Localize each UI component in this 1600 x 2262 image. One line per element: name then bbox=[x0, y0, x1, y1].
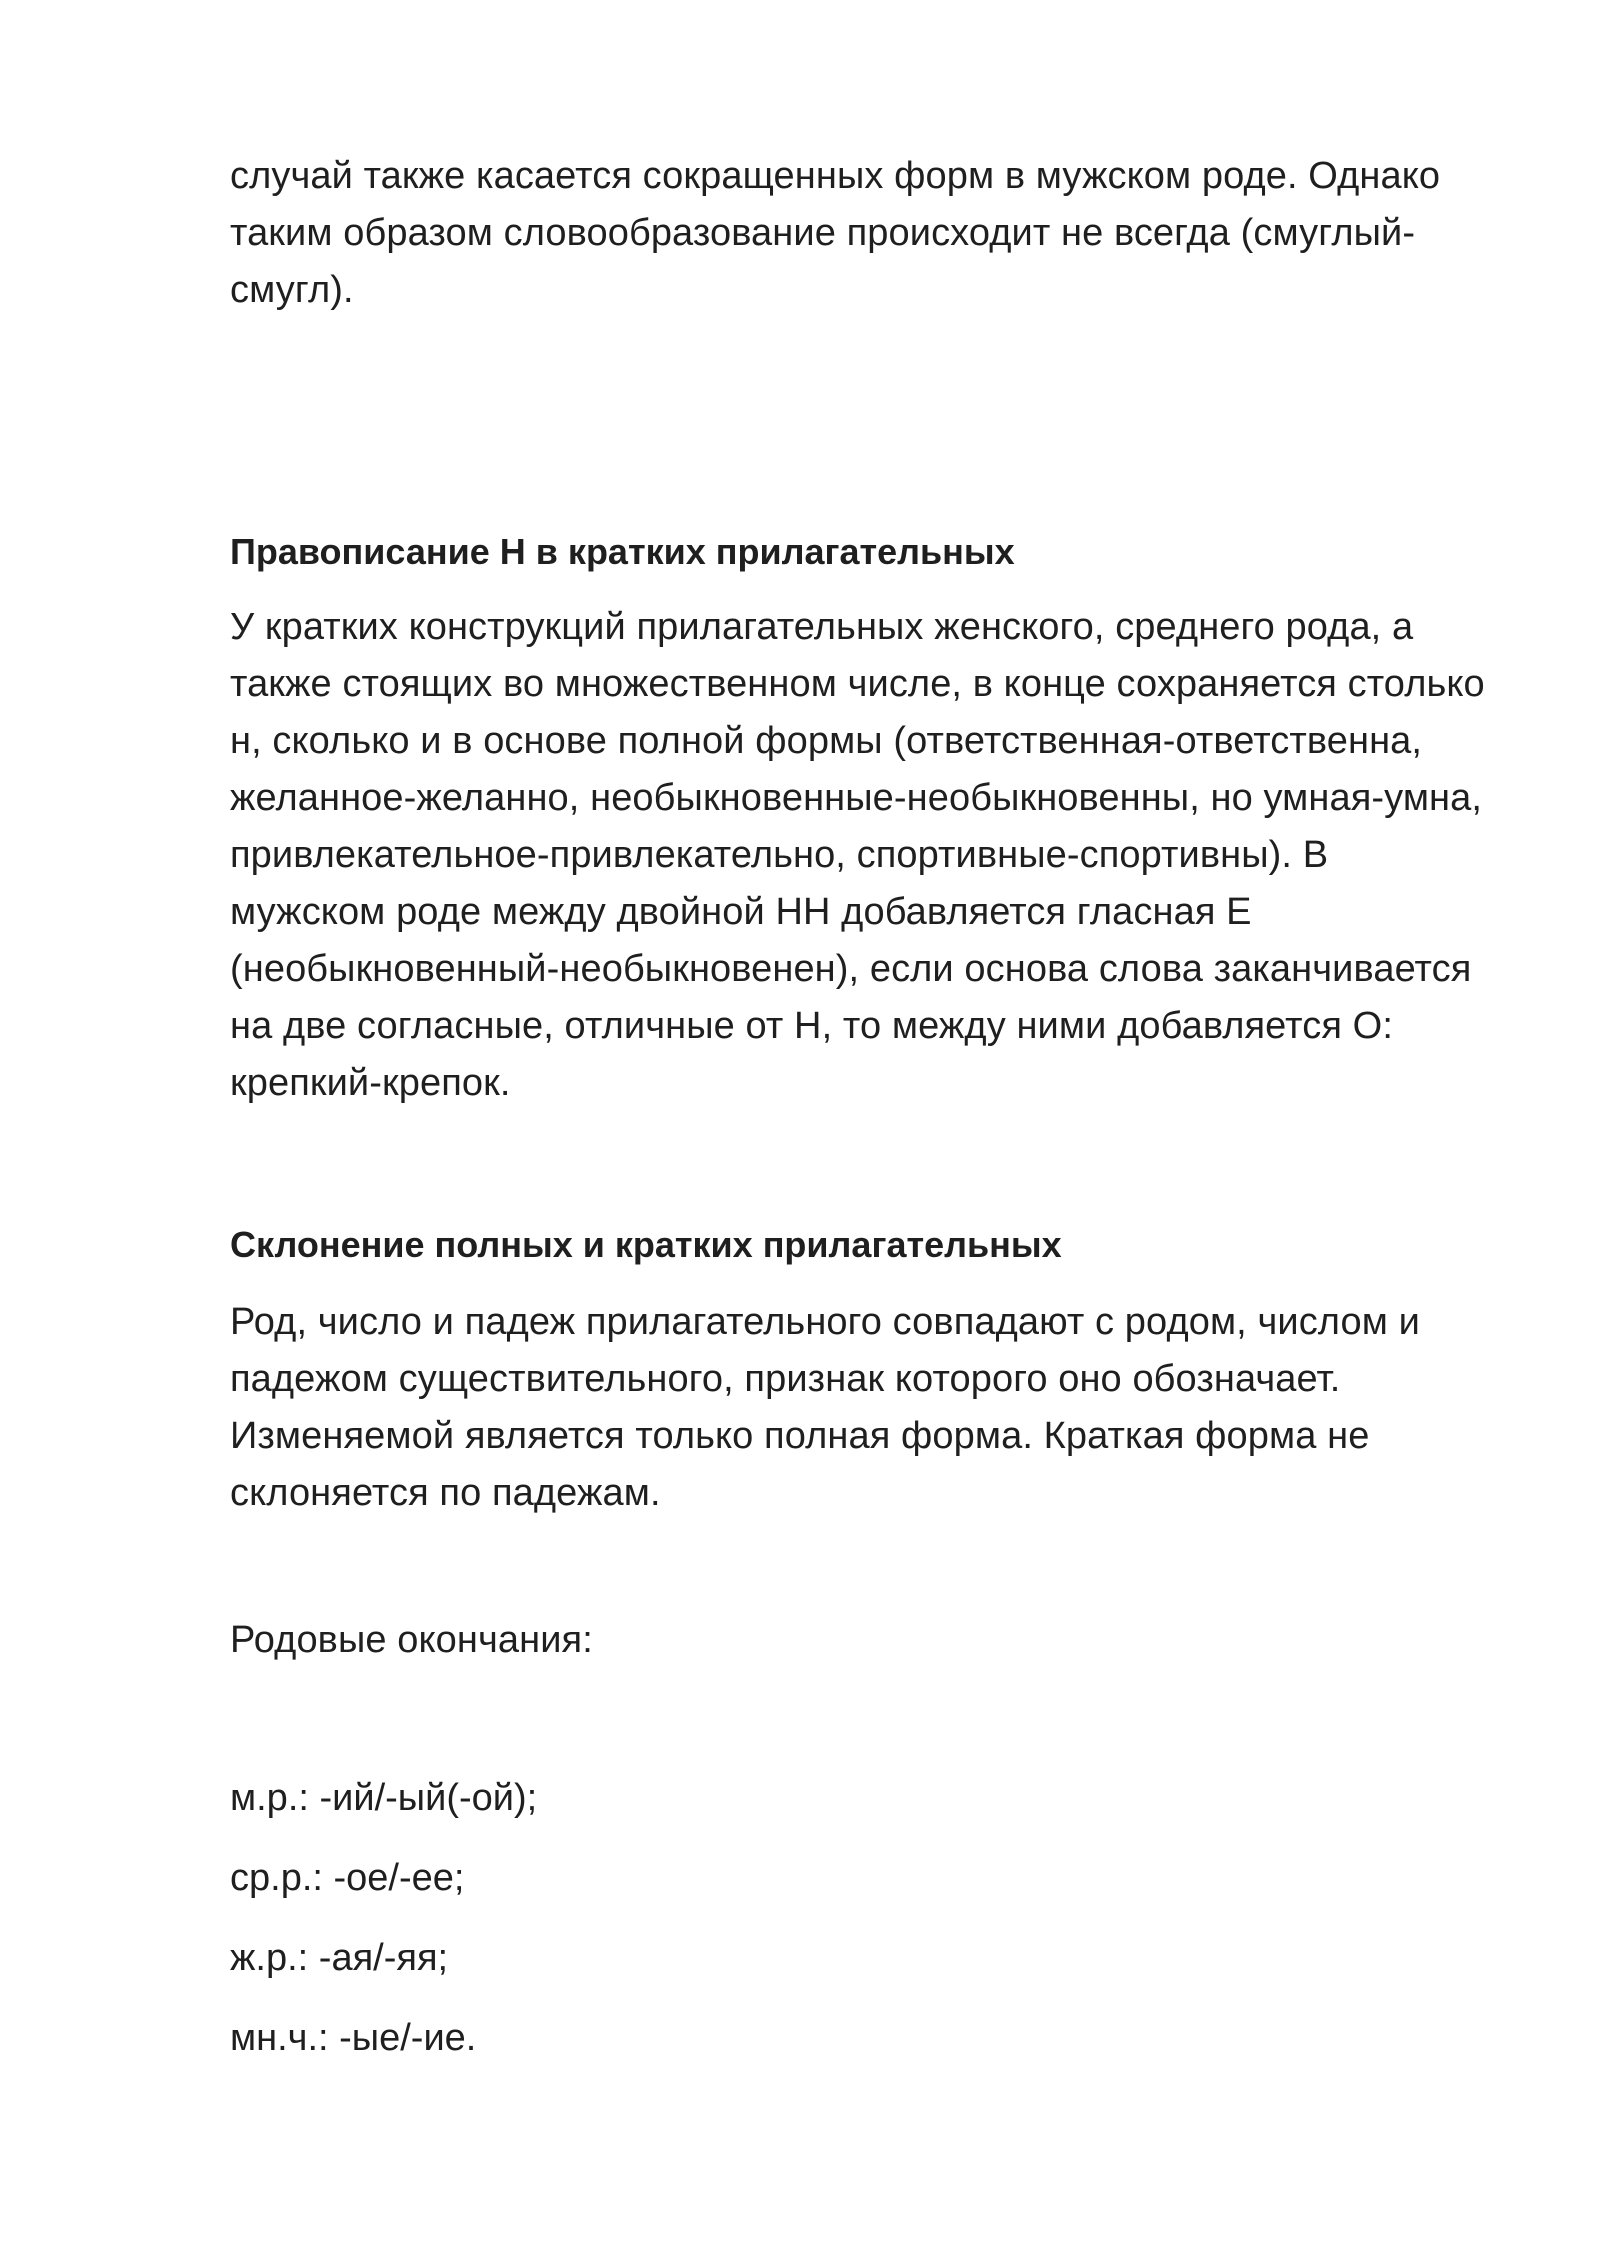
document-page bbox=[230, 148, 1490, 2063]
section-body-spelling: У кратких конструкций прилагательных женского, среднего рода, а также стоящих во множественном числе, в конце сохраняется столько н, сколько и в основе полной формы (ответственная-ответственна, желанное-желанно, необыкновенные-необыкновенны, но умная-умна, привлекательное-привлекательно, спортивные-спортивны). В мужском роде между двойной НН добавляется гласная Е (необыкновенный-необыкновенен), если основа слова заканчивается на две согласные, отличные от Н, то между ними добавляется О: крепкий-крепок. bbox=[230, 606, 1485, 1104]
list-item: ж.р.: -ая/-яя; bbox=[230, 1937, 449, 1979]
section-heading-declension: Склонение полных и кратких прилагательных bbox=[230, 1224, 1062, 1265]
endings-title: Родовые окончания: bbox=[230, 1619, 593, 1661]
list-item: мн.ч.: -ые/-ие. bbox=[230, 2017, 477, 2059]
section-body-declension: Род, число и падеж прилагательного совпадают с родом, числом и падежом существительного, признак которого оно обозначает. Изменяемой является только полная форма. Краткая форма не склоняется по падежам. bbox=[230, 1301, 1420, 1514]
endings-list bbox=[230, 1773, 1490, 2063]
list-item: ср.р.: -ое/-ее; bbox=[230, 1857, 465, 1899]
list-item: м.р.: -ий/-ый(-ой); bbox=[230, 1777, 538, 1819]
section-heading-spelling: Правописание Н в кратких прилагательных bbox=[230, 531, 1015, 572]
intro-paragraph: случай также касается сокращенных форм в мужском роде. Однако таким образом словообразование происходит не всегда (смуглый-смугл). bbox=[230, 155, 1441, 311]
